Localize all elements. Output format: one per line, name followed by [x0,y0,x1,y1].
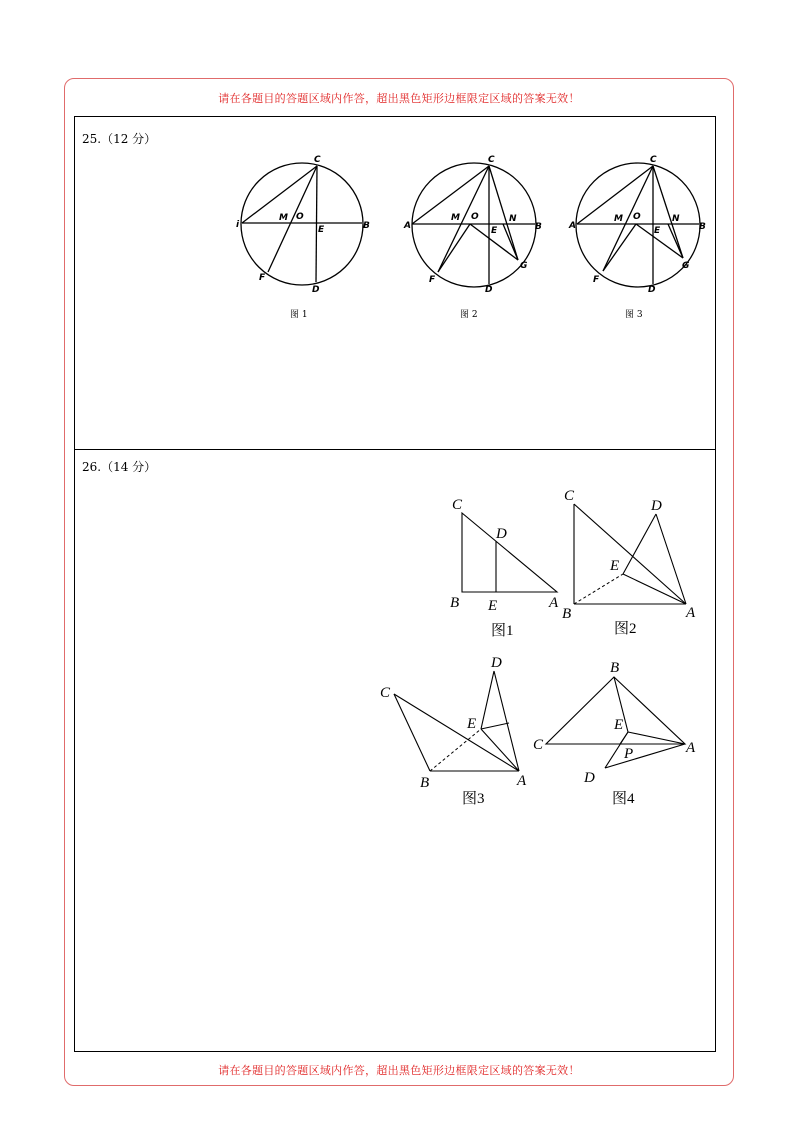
label-c: C [533,737,544,753]
chord-cg [653,166,683,258]
dashed-be [574,574,623,604]
question-26-number: 26.（14 分） [82,460,157,474]
label-c: C [314,155,321,165]
caption: 图2 [614,621,637,637]
circle [412,163,536,287]
segment-fm [438,224,470,272]
q26-figure-3 [380,655,527,807]
label-c: C [488,155,495,165]
segment-ea [623,574,686,604]
chord-cf [603,166,653,271]
label-d: D [485,285,493,295]
label-d: D [496,526,507,542]
label-e: E [610,558,620,574]
label-o: O [633,212,641,222]
label-e: E [318,225,325,235]
segment-pe [620,732,628,744]
label-b: B [562,606,572,622]
q26-figure-2 [562,488,696,637]
label-d: D [491,655,502,671]
label-o: O [296,212,304,222]
label-m: M [279,213,288,223]
q25-figure-2 [403,155,542,320]
label-c: C [452,497,463,513]
label-c: C [650,155,657,165]
caption: 图1 [491,623,514,639]
label-p: P [624,746,634,762]
caption: 图 2 [460,310,478,320]
label-m: M [614,214,623,224]
label-b: B [699,222,706,232]
label-n: N [672,214,680,224]
label-a: A [686,605,696,621]
segment-de [623,514,656,574]
label-a: A [549,595,559,611]
label-e: E [467,716,477,732]
label-f: F [429,275,436,285]
notice-bottom: 请在各题目的答题区域内作答，超出黑色矩形边框限定区域的答案无效！ [218,1064,580,1077]
chord-cf [268,166,317,272]
label-b: B [420,775,430,791]
segment-de [481,671,494,729]
label-a: A [404,221,411,231]
label-o: O [471,212,479,222]
label-c: C [380,685,391,701]
label-d: D [584,770,595,786]
q26-figure-1 [450,497,559,639]
label-a: i [236,220,240,230]
triangle-abc [462,513,557,592]
question-25-number: 25.（12 分） [82,132,157,146]
label-m: M [451,213,460,223]
q26-figure-4 [533,660,696,807]
label-g: G [682,261,690,271]
chord-cg [489,166,518,260]
label-c: C [564,488,575,504]
label-b: B [610,660,620,676]
label-d: D [312,285,320,295]
label-d: D [648,285,656,295]
segment-ca [394,694,519,771]
notice-top: 请在各题目的答题区域内作答，超出黑色矩形边框限定区域的答案无效！ [218,92,580,105]
label-a: A [569,221,576,231]
label-g: G [520,261,528,271]
q25-figure-3 [568,155,706,320]
segment-e-ad [481,723,509,729]
chord-cd [316,166,317,282]
label-f: F [593,275,600,285]
triangle-bca [546,677,685,744]
label-a: A [686,740,696,756]
chord-cf [438,166,489,272]
segment-da [494,671,519,771]
circle [241,163,363,285]
segment-fo [603,224,636,271]
caption: 图 3 [625,310,643,320]
label-e: E [488,598,498,614]
label-e: E [654,226,661,236]
caption: 图4 [612,791,635,807]
dashed-be [430,729,481,771]
segment-ea [628,732,685,744]
label-b: B [450,595,460,611]
segment-da [605,744,685,768]
label-n: N [509,214,517,224]
label-a: A [517,773,527,789]
label-b: B [535,222,542,232]
caption: 图 1 [290,310,308,320]
label-e: E [491,226,498,236]
label-b: B [363,221,370,231]
q25-figure-1 [236,155,370,320]
label-e: E [614,717,624,733]
caption: 图3 [462,791,485,807]
label-d: D [651,498,662,514]
label-f: F [259,273,266,283]
